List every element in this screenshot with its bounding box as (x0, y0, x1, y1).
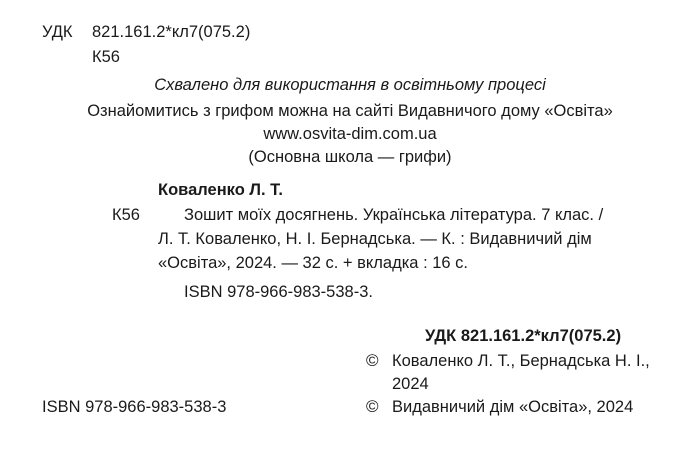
catalog-isbn: ISBN 978-966-983-538-3. (184, 283, 373, 301)
catalog-line-3: «Освіта», 2024. — 32 с. + вкладка : 16 с. (158, 254, 469, 272)
copyright-publisher: Видавничий дім «Освіта», 2024 (392, 398, 634, 416)
catalog-mark: К56 (112, 206, 140, 224)
approval-note: Схвалено для використання в освітньому процесі (154, 76, 546, 94)
catalog-line-1: Зошит моїх досягнень. Українська література. 7 клас. / (184, 206, 604, 224)
catalog-line-2: Л. Т. Коваленко, Н. І. Бернадська. — К. : Видавничий дім (158, 230, 592, 248)
copyright-icon: © (366, 351, 379, 370)
footer-isbn: ISBN 978-966-983-538-3 (42, 398, 227, 416)
catalog-author-heading: Коваленко Л. Т. (158, 181, 283, 199)
udk-full: УДК 821.161.2*кл7(075.2) (425, 327, 622, 345)
udk-code: 821.161.2*кл7(075.2) (92, 23, 251, 41)
approval-section: (Основна школа — грифи) (248, 148, 452, 166)
copyright-icon: © (366, 397, 379, 416)
approval-site-note: Ознайомитись з грифом можна на сайті Видавничого дому «Освіта» (87, 102, 613, 120)
copyright-authors: Коваленко Л. Т., Бернадська Н. І., (392, 352, 650, 370)
author-mark: К56 (92, 48, 120, 66)
udk-label: УДК (42, 23, 73, 41)
approval-url: www.osvita-dim.com.ua (263, 125, 437, 143)
copyright-year: 2024 (392, 375, 429, 393)
